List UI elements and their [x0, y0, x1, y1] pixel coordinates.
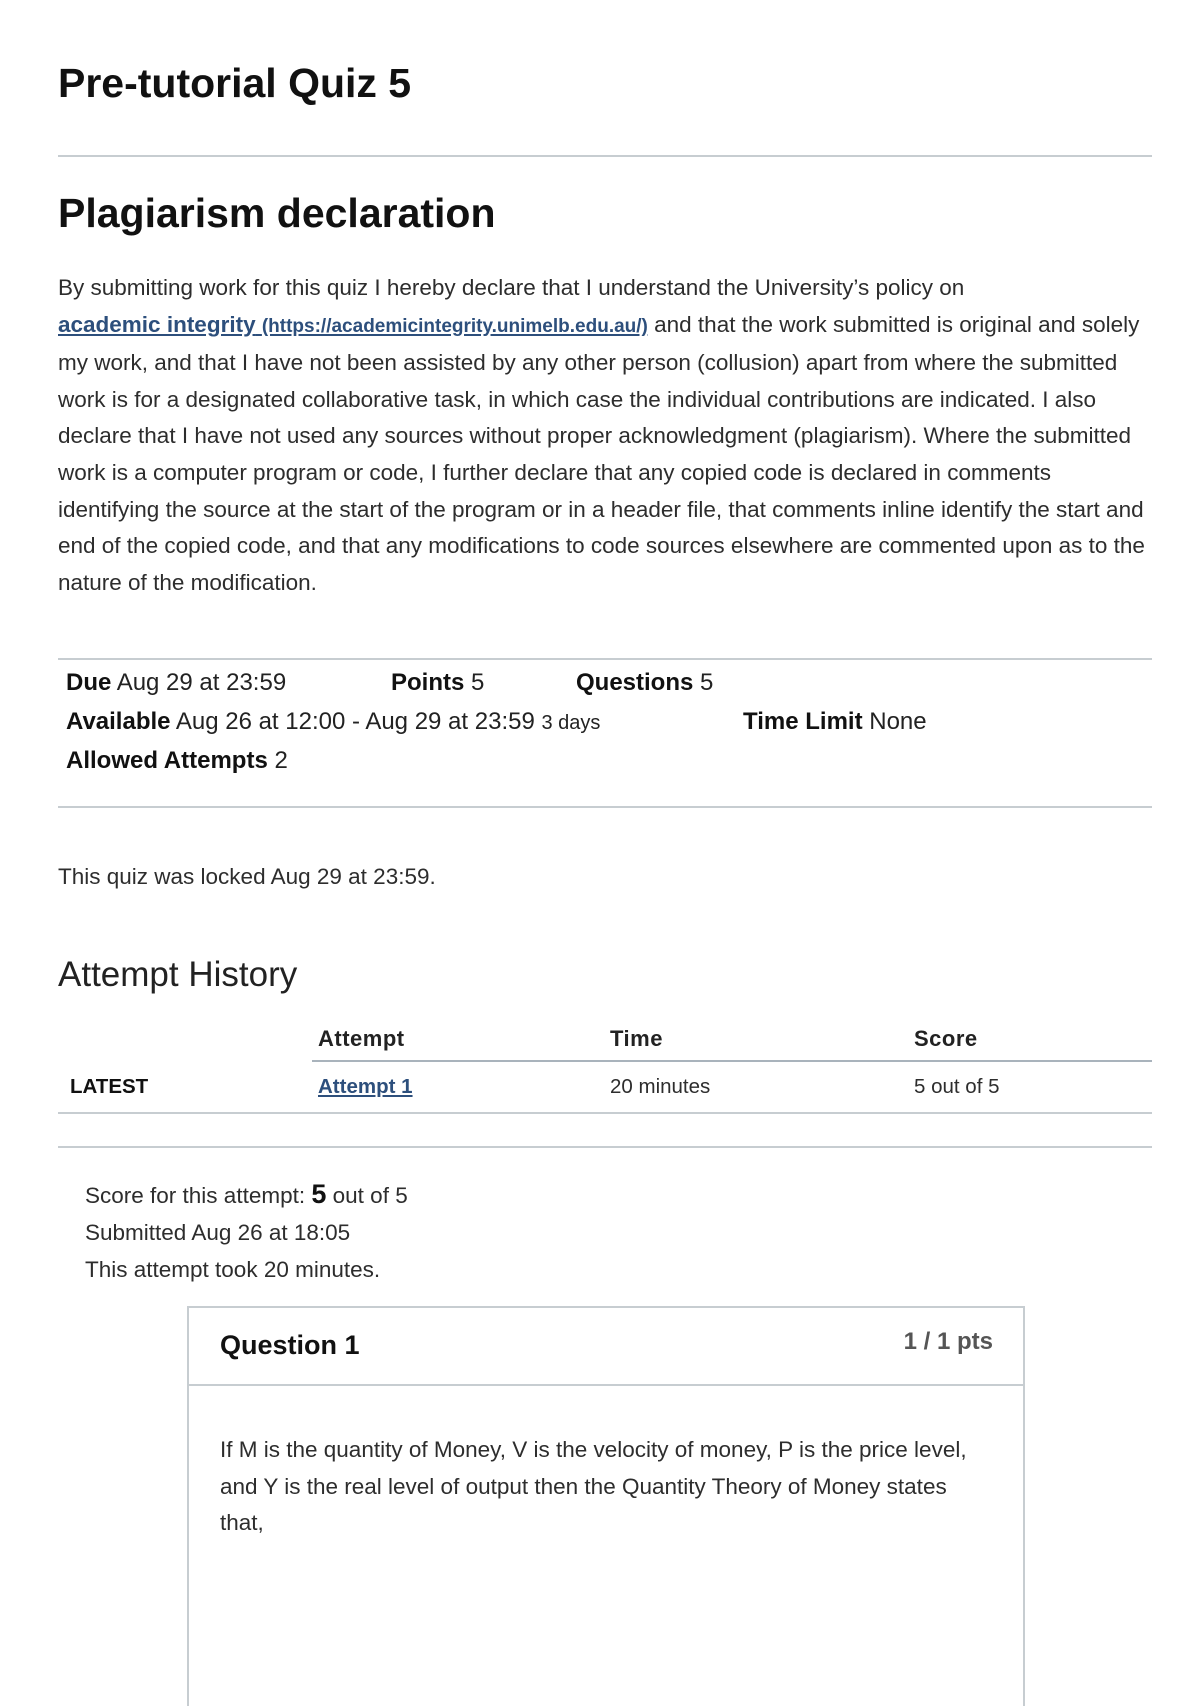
- submitted-time: Submitted Aug 26 at 18:05: [85, 1220, 351, 1245]
- details-bottom-divider: [58, 806, 1152, 808]
- due-detail: [66, 669, 286, 697]
- question-points: 1 / 1 pts: [903, 1328, 993, 1355]
- declaration-heading: Plagiarism declaration: [58, 190, 496, 236]
- question-text: If M is the quantity of Money, V is the velocity of money, P is the price level, and Y is the real level of output then the Quantity Theory of Money states that,: [220, 1437, 967, 1536]
- time-limit-value: None: [869, 708, 927, 735]
- questions-label: Questions: [576, 669, 694, 696]
- points-label: Points: [391, 669, 465, 696]
- academic-integrity-link-url[interactable]: (https://academicintegrity.unimelb.edu.au/): [261, 315, 648, 337]
- academic-integrity-link[interactable]: [58, 312, 648, 337]
- score-summary: [85, 1176, 408, 1288]
- table-row: [58, 1061, 1152, 1113]
- question-title: Question 1: [220, 1330, 360, 1360]
- attempt-history-heading: Attempt History: [58, 955, 298, 994]
- time-limit-detail: [743, 708, 927, 736]
- due-label: Due: [66, 669, 112, 696]
- academic-integrity-link-text[interactable]: academic integrity: [58, 311, 256, 337]
- score-divider: [58, 1146, 1152, 1148]
- attempt-1-link[interactable]: Attempt 1: [318, 1075, 413, 1098]
- available-label: Available: [66, 708, 171, 735]
- score-prefix: Score for this attempt:: [85, 1183, 306, 1208]
- questions-detail: [576, 669, 713, 697]
- score-line: [85, 1176, 408, 1214]
- due-value: Aug 29 at 23:59: [116, 669, 287, 696]
- attempt-duration: This attempt took 20 minutes.: [85, 1257, 381, 1282]
- attempt-history-table: [58, 1018, 1152, 1114]
- question-card: [187, 1306, 1025, 1706]
- time-limit-label: Time Limit: [743, 708, 863, 735]
- attempt-history-col-time: Time: [604, 1018, 908, 1061]
- available-duration: 3 days: [541, 712, 601, 734]
- allowed-attempts-label: Allowed Attempts: [66, 747, 268, 774]
- attempt-history-col-label: [58, 1018, 312, 1061]
- title-divider: [58, 155, 1152, 157]
- attempt-cell: [312, 1061, 604, 1113]
- points-detail: [391, 669, 484, 697]
- page-title: Pre-tutorial Quiz 5: [58, 60, 412, 106]
- declaration-text: [58, 270, 1158, 601]
- points-value: 5: [471, 669, 485, 696]
- declaration-intro: By submitting work for this quiz I hereby declare that I understand the University’s policy on: [58, 275, 965, 300]
- latest-label: LATEST: [58, 1061, 312, 1113]
- question-header: [189, 1308, 1023, 1386]
- available-detail: [66, 708, 600, 736]
- attempt-time: 20 minutes: [604, 1061, 908, 1113]
- available-value: Aug 26 at 12:00 - Aug 29 at 23:59: [175, 708, 535, 735]
- allowed-attempts-detail: [66, 747, 288, 775]
- allowed-attempts-value: 2: [274, 747, 288, 774]
- questions-value: 5: [700, 669, 714, 696]
- score-suffix: out of 5: [332, 1183, 408, 1208]
- locked-notice: This quiz was locked Aug 29 at 23:59.: [58, 864, 436, 889]
- attempt-score: 5 out of 5: [908, 1061, 1152, 1113]
- declaration-body: and that the work submitted is original and solely my work, and that I have not been assisted by any other person (collusion) apart from where the submitted work is for a designated collaborative task, in which case the individual contributions are indicated. I also declare that I have not used any sources without proper acknowledgment (plagiarism). Where the submitted work is a computer program or code, I further declare that any copied code is declared in comments identifying the source at the start of the program or in a header file, that comments inline identify the start and end of the copied code, and that any modifications to code sources elsewhere are commented upon as to the nature of the modification.: [58, 311, 1145, 595]
- attempt-history-col-attempt: Attempt: [312, 1018, 604, 1061]
- attempt-history-col-score: Score: [908, 1018, 1152, 1061]
- details-top-divider: [58, 658, 1152, 660]
- score-value: 5: [311, 1179, 327, 1209]
- attempt-history-header-row: [58, 1018, 1152, 1061]
